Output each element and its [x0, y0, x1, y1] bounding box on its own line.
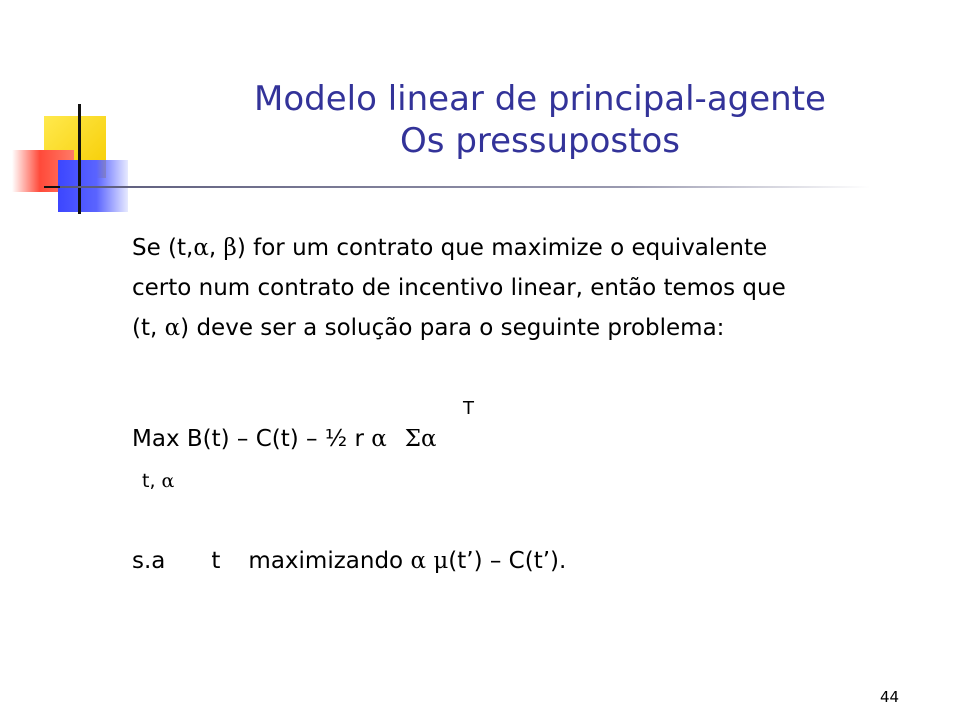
beta-symbol: β [223, 235, 237, 261]
title-line-2: Os pressupostos [400, 121, 680, 161]
title-underline [60, 186, 870, 188]
objective-subscript [142, 470, 174, 492]
transpose-superscript: T [463, 398, 474, 419]
subject-to-label: s.a [132, 548, 166, 574]
constraint-line [132, 548, 566, 574]
alpha-symbol: α [164, 315, 181, 341]
alpha-symbol: α [161, 470, 175, 492]
text-fragment: , [208, 235, 224, 261]
objective-text: Max B(t) – C(t) – ½ r [132, 426, 364, 452]
constraint-variable: t [211, 548, 221, 574]
text-fragment: (t, [132, 315, 165, 341]
mu-symbol: μ [433, 548, 449, 574]
constraint-text: (t’) – C(t’). [448, 548, 567, 574]
title-line-1: Modelo linear de principal-agente [254, 79, 826, 119]
objective-function [132, 426, 437, 452]
text-fragment: ) deve ser a solução para o seguinte problema: [180, 315, 725, 341]
vertical-line-decoration [78, 104, 81, 214]
text-fragment: Se (t, [132, 235, 194, 261]
paragraph-line-1 [132, 228, 932, 268]
paragraph-line-3 [132, 308, 932, 348]
slide-title [130, 78, 950, 162]
constraint-text: maximizando [248, 548, 404, 574]
sigma-alpha-symbol: Σα [404, 426, 437, 452]
alpha-symbol: α [410, 548, 426, 574]
text-fragment: ) for um contrato que maximize o equivalente [236, 235, 768, 261]
decorative-logo [0, 0, 130, 230]
subscript-text: t, [142, 470, 162, 492]
paragraph-line-2: certo num contrato de incentivo linear, então temos que [132, 275, 786, 301]
page-number: 44 [880, 688, 900, 706]
body-paragraph [132, 228, 932, 348]
alpha-symbol: α [193, 235, 209, 261]
alpha-symbol: α [371, 426, 387, 452]
